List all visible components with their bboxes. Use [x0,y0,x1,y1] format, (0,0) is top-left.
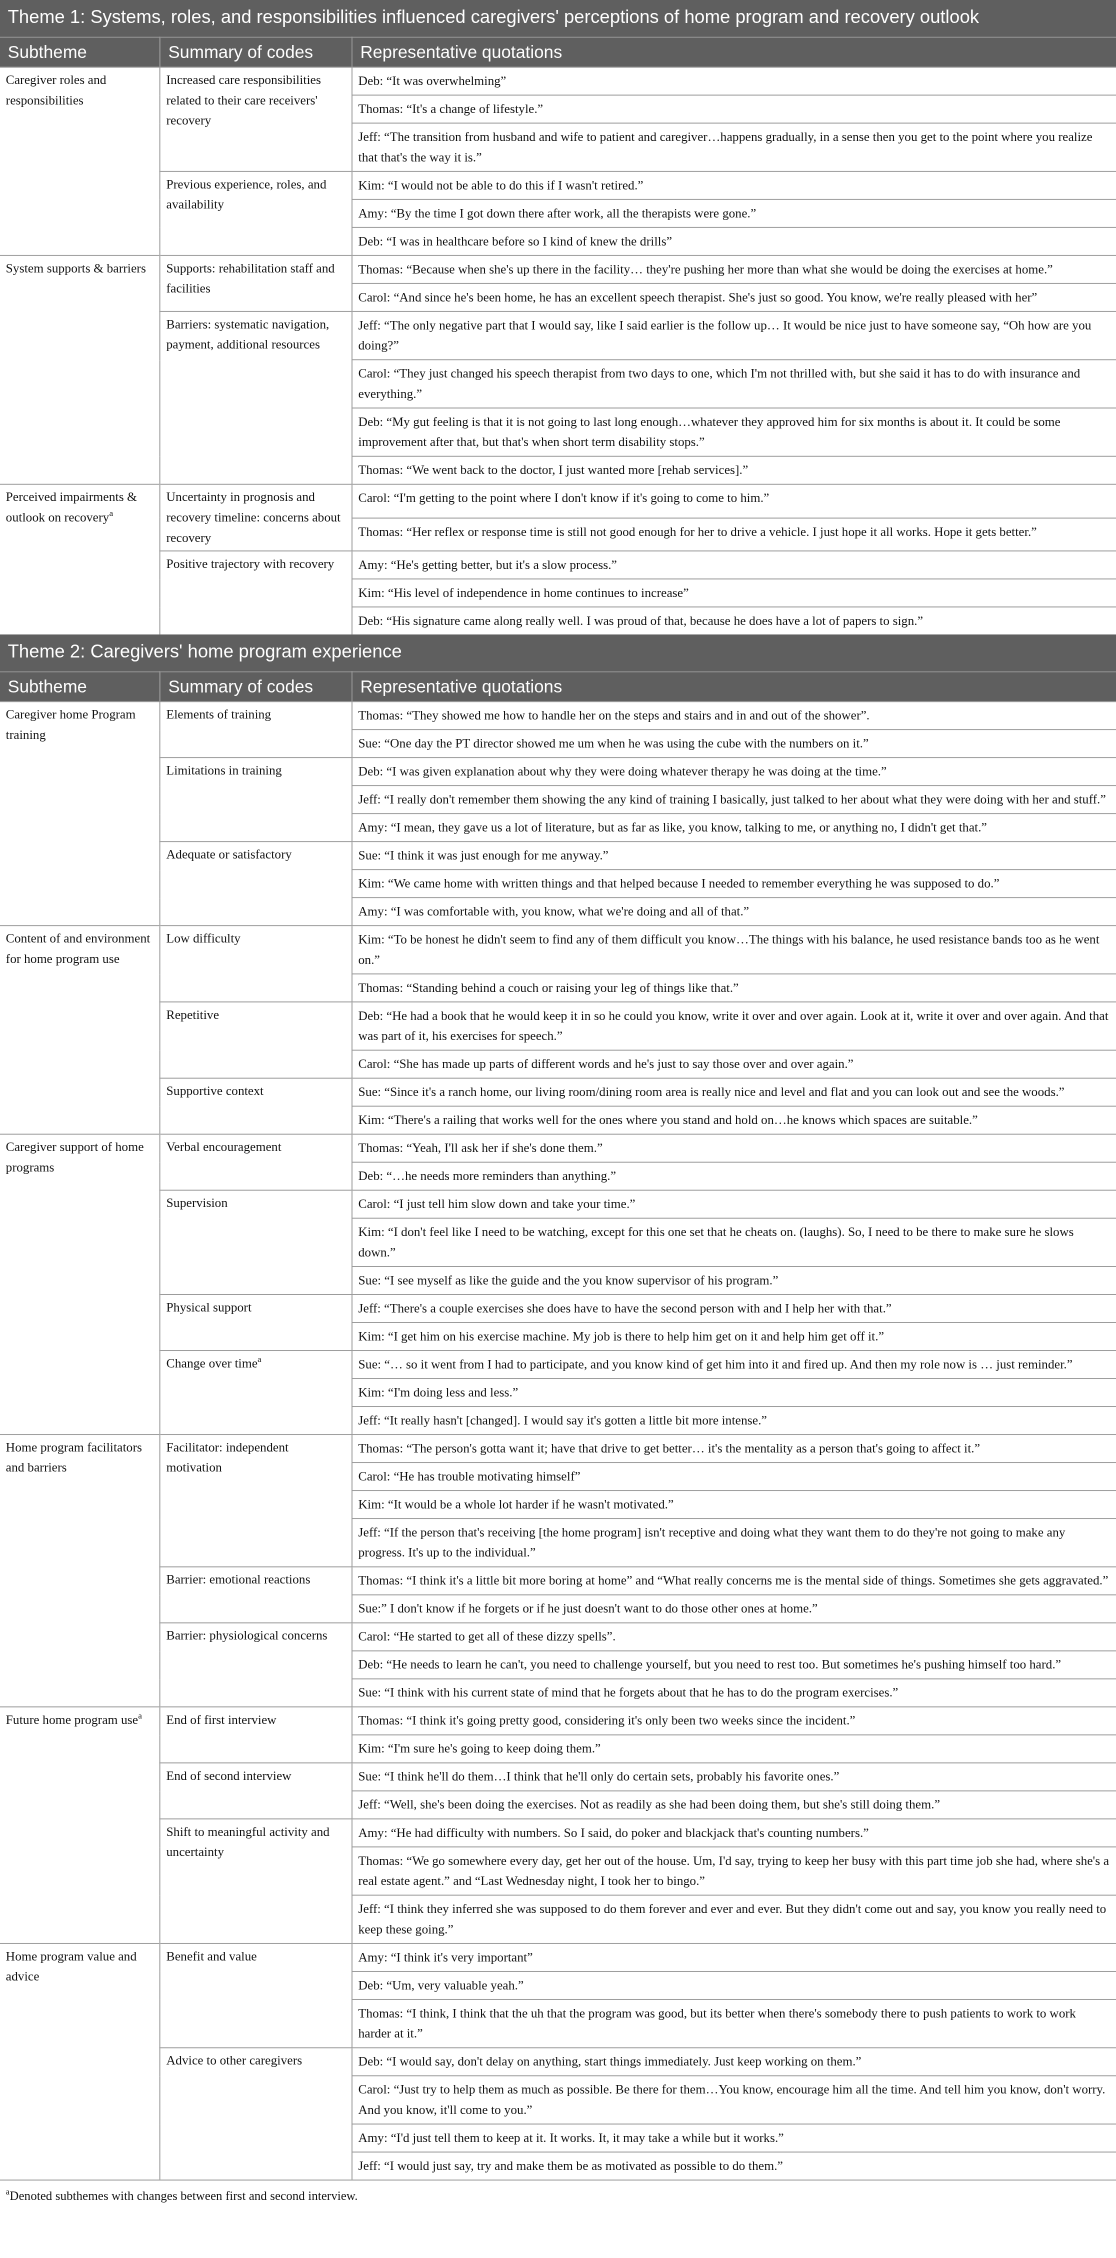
subtheme-cell [0,1943,160,2179]
code-cell [160,2048,352,2180]
quotation-cell: Amy: “He had difficulty with numbers. So I said, do poker and blackjack that's counting numbers.” [352,1819,1116,1847]
footnote-marker: a [5,2186,10,2197]
table-row [0,255,1116,283]
code-cell [160,1435,352,1567]
quotation-cell: Sue: “Since it's a ranch home, our living room/dining room area is really nice and level and flat and you can look out and see the woods.” [352,1078,1116,1106]
subtheme-label: Caregiver roles and responsibilities [5,72,107,108]
code-cell [160,311,352,484]
subtheme-label: Content of and environment for home program use [5,930,151,966]
quotation-cell: Deb: “It was overwhelming” [352,67,1116,95]
code-label: Barrier: emotional reactions [166,1572,311,1587]
quotation-cell: Amy: “I mean, they gave us a lot of literature, but as far as like, you know, talking to me, or anything no, I didn't get that.” [352,814,1116,842]
quotation-cell: Deb: “…he needs more reminders than anything.” [352,1162,1116,1190]
quotation-cell: Jeff: “I really don't remember them showing the any kind of training I basically, just talked to her about what they were doing with her and stuff.” [352,786,1116,814]
theme-title: Theme 2: Caregivers' home program experience [0,634,1116,671]
quotation-cell: Kim: “We came home with written things and that helped because I needed to remember everything he was supposed to do.” [352,870,1116,898]
footnote-marker: a [138,1710,142,1721]
subtheme-label: Future home program use [5,1712,139,1727]
quotation-cell: Amy: “I was comfortable with, you know, what we're doing and all of that.” [352,898,1116,926]
subtheme-cell [0,1435,160,1707]
quotation-cell: Thomas: “Yeah, I'll ask her if she's done them.” [352,1134,1116,1162]
subtheme-cell [0,926,160,1135]
quotation-cell: Sue: “I think it was just enough for me anyway.” [352,842,1116,870]
code-label: Increased care responsibilities related to their care receivers' recovery [166,72,322,128]
quotation-cell: Sue:” I don't know if he forgets or if he just doesn't want to do those other ones at home.” [352,1595,1116,1623]
code-label: Supportive context [166,1083,264,1098]
quotation-cell: Jeff: “It really hasn't [changed]. I would say it's gotten a little bit more intense.” [352,1407,1116,1435]
quotation-cell: Thomas: “Her reflex or response time is still not good enough for her to drive a vehicle. I just hope it all works. Hope it gets better.” [352,518,1116,551]
quotation-cell: Carol: “She has made up parts of different words and he's just to say those over and over again.” [352,1050,1116,1078]
code-cell [160,255,352,311]
column-header-row [0,672,1116,702]
quotation-cell: Thomas: “I think, I think that the uh that the program was good, but its better when there's somebody there to push patients to work to work harder at it.” [352,1999,1116,2047]
quotation-cell: Kim: “I would not be able to do this if I wasn't retired.” [352,171,1116,199]
code-cell [160,1707,352,1763]
code-label: Supervision [166,1195,228,1211]
column-header-row [0,37,1116,67]
subtheme-label: Caregiver home Program training [5,706,136,742]
table-row [0,702,1116,730]
quotation-cell: Thomas: “I think it's going pretty good, considering it's only been two weeks since the incident.” [352,1707,1116,1735]
quotation-cell: Sue: “I think with his current state of mind that he forgets about that he has to do the program exercises.” [352,1679,1116,1707]
quotation-cell: Kim: “To be honest he didn't seem to find any of them difficult you know…The things with his balance, he used resistance bands too as he went on.” [352,926,1116,974]
code-label: Previous experience, roles, and availability [166,176,327,212]
quotation-cell: Kim: “I'm doing less and less.” [352,1379,1116,1407]
quotation-cell: Kim: “His level of independence in home continues to increase” [352,579,1116,607]
quotation-cell: Deb: “My gut feeling is that it is not going to last long enough…whatever they approved him for six months is about it. It could be some improvement after that, but that's when short term disability stops.” [352,408,1116,456]
code-label: Limitations in training [166,762,282,778]
quotation-cell: Deb: “I would say, don't delay on anything, start things immediately. Just keep working on them.” [352,2048,1116,2076]
code-cell [160,67,352,171]
subtheme-cell [0,67,160,255]
subtheme-label: System supports & barriers [5,260,146,276]
table-row [0,926,1116,974]
table-row [0,1002,1116,1050]
table-row [0,1190,1116,1218]
table-row [0,67,1116,95]
quotation-cell: Thomas: “We go somewhere every day, get her out of the house. Um, I'd say, trying to keep her busy with this part time job she had, where she's a real estate agent.” and “Last Wednesday night, I took her to bingo.” [352,1847,1116,1895]
table-row [0,484,1116,517]
table-row [0,1707,1116,1735]
header-summary-of-codes: Summary of codes [160,672,352,702]
code-cell [160,926,352,1002]
table-row [0,1295,1116,1323]
code-cell [160,842,352,926]
code-cell [160,758,352,842]
code-label: End of second interview [166,1768,292,1783]
footnote-marker: a [109,508,114,519]
code-cell [160,702,352,758]
theme-title-row [0,634,1116,671]
code-label: Benefit and value [166,1948,257,1964]
quotation-cell: Deb: “His signature came along really well. I was proud of that, because he does have a lot of papers to sign.” [352,607,1116,635]
table-row [0,1819,1116,1847]
footnote-text: Denoted subthemes with changes between first and second interview. [9,2188,358,2203]
table-row [0,1134,1116,1162]
footnote-marker: a [257,1354,262,1365]
code-label: Physical support [166,1299,252,1315]
table-row [0,1623,1116,1651]
code-cell [160,1002,352,1078]
subtheme-cell [0,1134,160,1434]
header-summary-of-codes: Summary of codes [160,37,352,67]
quotation-cell: Deb: “Um, very valuable yeah.” [352,1971,1116,1999]
header-representative-quotations: Representative quotations [352,37,1116,67]
quotation-cell: Kim: “I don't feel like I need to be watching, except for this one set that he cheats on. (laughs). So, I need to be there to make sure he slows down.” [352,1218,1116,1266]
table-row [0,1435,1116,1463]
code-label: Positive trajectory with recovery [166,556,335,571]
quotation-cell: Amy: “I think it's very important” [352,1943,1116,1971]
table-row [0,2048,1116,2076]
quotation-cell: Jeff: “The only negative part that I would say, like I said earlier is the follow up… It would be nice just to have someone say, “Oh how are you doing?” [352,311,1116,359]
quotation-cell: Sue: “… so it went from I had to participate, and you know kind of get him into it and fired up. And then my role now is … just reminder.” [352,1351,1116,1379]
quotation-cell: Sue: “One day the PT director showed me um when he was using the cube with the numbers on it.” [352,730,1116,758]
code-label: Low difficulty [166,930,241,946]
code-label: Change over time [166,1355,258,1371]
quotation-cell: Amy: “By the time I got down there after work, all the therapists were gone.” [352,199,1116,227]
header-representative-quotations: Representative quotations [352,672,1116,702]
quotation-cell: Kim: “I'm sure he's going to keep doing them.” [352,1735,1116,1763]
quotation-cell: Thomas: “They showed me how to handle her on the steps and stairs and in and out of the shower”. [352,702,1116,730]
quotation-cell: Carol: “He started to get all of these dizzy spells”. [352,1623,1116,1651]
code-label: Uncertainty in prognosis and recovery timeline: concerns about recovery [166,489,341,545]
code-cell [160,1351,352,1435]
subtheme-label: Perceived impairments & outlook on recovery [5,489,138,525]
quotation-cell: Sue: “I see myself as like the guide and the you know supervisor of his program.” [352,1267,1116,1295]
code-cell [160,1078,352,1134]
quotation-cell: Jeff: “There's a couple exercises she does have to have the second person with and I help her with that.” [352,1295,1116,1323]
code-cell [160,1623,352,1707]
table-row [0,758,1116,786]
table-row [0,1078,1116,1106]
code-label: End of first interview [166,1712,277,1727]
code-label: Barrier: physiological concerns [166,1628,328,1643]
quotation-cell: Deb: “He needs to learn he can't, you need to challenge yourself, but you need to rest too. But sometimes he's pushing himself too hard.” [352,1651,1116,1679]
quotation-cell: Thomas: “I think it's a little bit more boring at home” and “What really concerns me is the mental side of things. Sometimes she gets aggravated.” [352,1567,1116,1595]
code-label: Elements of training [166,706,272,722]
subtheme-label: Home program facilitators and barriers [5,1439,143,1475]
quotation-cell: Deb: “I was in healthcare before so I kind of knew the drills” [352,227,1116,255]
quotation-cell: Amy: “I'd just tell them to keep at it. It works. It, it may take a while but it works.” [352,2124,1116,2152]
footnote [0,2180,1116,2212]
code-cell [160,551,352,635]
code-cell [160,1190,352,1294]
code-cell [160,484,352,551]
quotation-cell: Carol: “They just changed his speech therapist from two days to one, which I'm not thrilled with, but she said it has to do with insurance and everything.” [352,360,1116,408]
quotation-cell: Carol: “Just try to help them as much as possible. Be there for them…You know, encourage him all the time. And tell him you know, don't worry. And you know, it'll come to you.” [352,2076,1116,2124]
table-row [0,171,1116,199]
quotation-cell: Jeff: “If the person that's receiving [the home program] isn't receptive and doing what they want them to do they're not going to make any progress. It's up to the individual.” [352,1519,1116,1567]
subtheme-cell [0,702,160,926]
code-label: Adequate or satisfactory [166,846,292,862]
header-subtheme: Subtheme [0,672,160,702]
quotation-cell: Kim: “I get him on his exercise machine. My job is there to help him get on it and help him get off it.” [352,1323,1116,1351]
code-cell [160,1819,352,1944]
subtheme-label: Home program value and advice [5,1948,137,1984]
code-cell [160,1134,352,1190]
code-label: Facilitator: independent motivation [166,1439,289,1475]
code-label: Barriers: systematic navigation, payment, additional resources [166,316,330,352]
quotation-cell: Carol: “I'm getting to the point where I don't know if it's going to come to him.” [352,484,1116,517]
subtheme-cell [0,255,160,484]
code-cell [160,171,352,255]
quotation-cell: Carol: “And since he's been home, he has an excellent speech therapist. She's just so good. You know, we're really pleased with her” [352,283,1116,311]
quotation-cell: Jeff: “The transition from husband and wife to patient and caregiver…happens gradually, in a sense then you get to the point where you realize that that's the way it is.” [352,123,1116,171]
code-cell [160,1943,352,2047]
subtheme-label: Caregiver support of home programs [5,1139,144,1175]
table-row [0,551,1116,579]
quotation-cell: Jeff: “Well, she's been doing the exercises. Not as readily as she had been doing them, but she's still doing them.” [352,1791,1116,1819]
table-row [0,1763,1116,1791]
quotation-cell: Thomas: “The person's gotta want it; have that drive to get better… it's the mentality as a person that's going to affect it.” [352,1435,1116,1463]
table-row [0,1351,1116,1379]
quotation-cell: Deb: “He had a book that he would keep it in so he could you know, write it over and over again. Look at it, write it over and over again. And that was part of it, his exercises for speech.” [352,1002,1116,1050]
theme-title: Theme 1: Systems, roles, and responsibilities influenced caregivers' perceptions of home program and recovery outlook [0,0,1116,37]
quotation-cell: Carol: “He has trouble motivating himself” [352,1463,1116,1491]
quotation-cell: Carol: “I just tell him slow down and take your time.” [352,1190,1116,1218]
header-subtheme: Subtheme [0,37,160,67]
quotation-cell: Thomas: “It's a change of lifestyle.” [352,95,1116,123]
table-row [0,842,1116,870]
code-label: Repetitive [166,1007,220,1022]
quotation-cell: Thomas: “Standing behind a couch or raising your leg of things like that.” [352,974,1116,1002]
table-row [0,1567,1116,1595]
quotation-cell: Jeff: “I would just say, try and make them be as motivated as possible to do them.” [352,2152,1116,2180]
table-row [0,311,1116,359]
code-label: Supports: rehabilitation staff and facilities [166,260,335,296]
code-label: Shift to meaningful activity and uncertainty [166,1824,330,1859]
subtheme-cell [0,1707,160,1944]
code-label: Advice to other caregivers [166,2053,303,2068]
quotation-cell: Kim: “There's a railing that works well for the ones where you stand and hold on…he knows which spaces are suitable.” [352,1106,1116,1134]
table-row [0,1943,1116,1971]
code-cell [160,1295,352,1351]
quotation-cell: Jeff: “I think they inferred she was supposed to do them forever and ever and ever. But they didn't come out and say, you know you really need to keep these going.” [352,1895,1116,1943]
subtheme-cell [0,484,160,634]
quotation-cell: Amy: “He's getting better, but it's a slow process.” [352,551,1116,579]
quotation-cell: Deb: “I was given explanation about why they were doing whatever therapy he was doing at the time.” [352,758,1116,786]
code-cell [160,1763,352,1819]
quotation-cell: Thomas: “Because when she's up there in the facility… they're pushing her more than what she would be doing the exercises at home.” [352,255,1116,283]
quotation-cell: Thomas: “We went back to the doctor, I just wanted more [rehab services].” [352,456,1116,484]
quotation-cell: Kim: “It would be a whole lot harder if he wasn't motivated.” [352,1491,1116,1519]
code-label: Verbal encouragement [166,1139,282,1155]
quotation-cell: Sue: “I think he'll do them…I think that he'll only do certain sets, probably his favorite ones.” [352,1763,1116,1791]
theme-title-row [0,0,1116,37]
code-cell [160,1567,352,1623]
